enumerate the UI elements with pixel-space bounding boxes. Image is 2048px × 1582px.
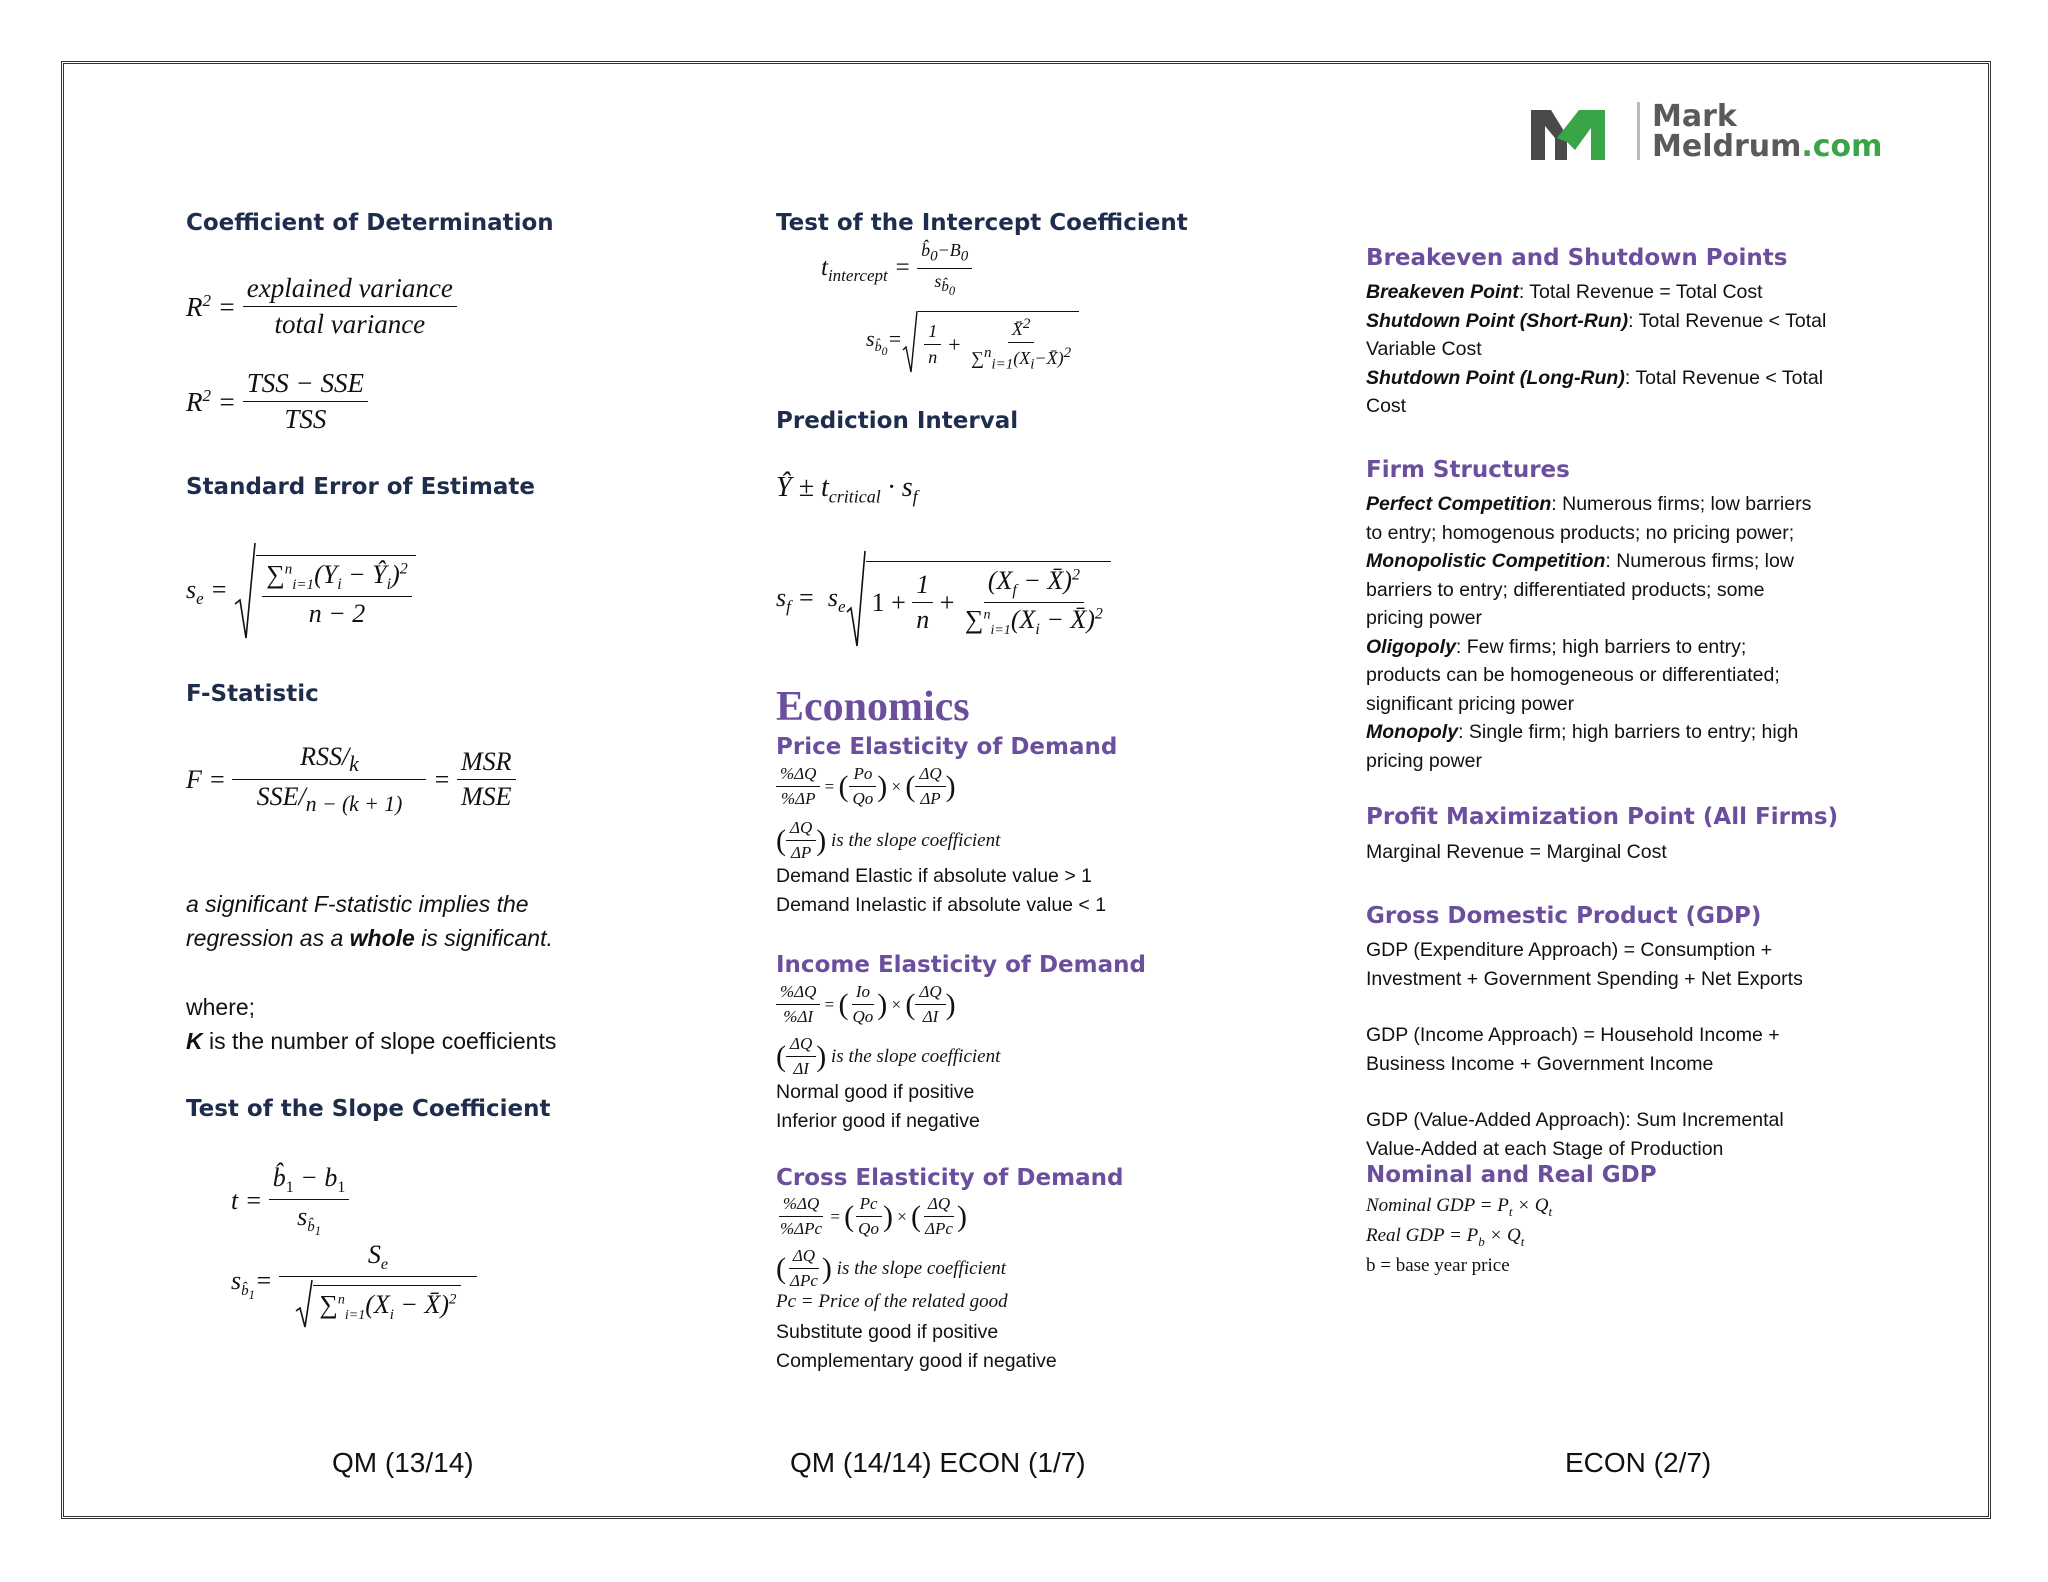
gdp-body (1366, 936, 1803, 1163)
fstat-title: F-Statistic (186, 681, 319, 707)
ol-text-3: significant pricing power (1366, 692, 1575, 715)
pred-formula: Ŷ ± $t_{critical} \cdot s_f$ (776, 472, 918, 507)
be-label: Breakeven Point (1366, 281, 1519, 303)
ied-note-2: Inferior good if negative (776, 1109, 980, 1132)
s-intercept-formula: $s_{b̂_0}=$ $\frac{1}{n}$ + $\frac{X̄^2}{\sum^n_{i=1}(X_i-X̄)^2}$ (866, 310, 1079, 374)
ped-note-2: Demand Inelastic if absolute value < 1 (776, 893, 1107, 916)
pc-text-1: : Numerous firms; low barriers (1551, 493, 1812, 515)
breakeven-body (1366, 278, 1826, 421)
mo-text-1: : Single firm; high barriers to entry; high (1458, 721, 1799, 743)
intercept-title: Test of the Intercept Coefficient (776, 210, 1188, 236)
logo-dotcom: .com (1801, 129, 1883, 164)
gdp-title: Gross Domestic Product (GDP) (1366, 903, 1762, 929)
real-gdp-formula: Real GDP = $P_b \times Q_t$ (1366, 1224, 1525, 1249)
economics-title: Economics (776, 684, 970, 730)
pc-label: Perfect Competition (1366, 493, 1552, 515)
be-text: : Total Revenue = Total Cost (1518, 281, 1763, 303)
t-intercept-formula: $t_{intercept}$ = $\frac{b̂_0-B_0}{s_{b̂_0}}$ (821, 240, 972, 299)
xed-pc-def: Pc = Price of the related good (776, 1291, 1008, 1312)
se-formula: $s_e$ = $\frac{\sum^n_{i=1}(Y_i - Ŷ_i)^2}{n - 2}$ (186, 542, 416, 642)
ied-notes (776, 1078, 980, 1135)
xed-note-2: Complementary good if negative (776, 1349, 1057, 1372)
footer-right: ECON (2/7) (1565, 1447, 1712, 1478)
xed-notes (776, 1318, 1057, 1375)
ped-formula: $\frac{\%\Delta Q}{\%\Delta P}$ = ( $\frac{Po}{Qo}$ ) × ( $\frac{\Delta Q}{\Delta P}$ ) (776, 764, 956, 809)
ied-slope: ( $\frac{\Delta Q}{\Delta I}$ ) is the slope coefficient (776, 1034, 1001, 1078)
xed-note-1: Substitute good if positive (776, 1321, 999, 1343)
ol-text-2: products can be homogeneous or differentiated; (1366, 664, 1780, 686)
mo-label: Monopoly (1366, 721, 1459, 743)
sd-short-text: : Total Revenue < Total (1628, 309, 1827, 332)
sd-short-text-2: Variable Cost (1366, 338, 1482, 360)
ied-formula: $\frac{\%\Delta Q}{\%\Delta I}$ = ( $\frac{Io}{Qo}$ ) × ( $\frac{\Delta Q}{\Delta I}$ ) (776, 982, 956, 1027)
mm-logo-icon (1527, 102, 1627, 164)
gdp-va-1: GDP (Value-Added Approach): Sum Incremental (1366, 1109, 1784, 1131)
nominal-title: Nominal and Real GDP (1366, 1162, 1657, 1188)
r2-formula-1: $R^2$ = $\frac{\text{explained variance}}{\text{total variance}}$ (186, 273, 457, 340)
where-note (186, 990, 556, 1058)
sd-short-label: Shutdown Point (Short-Run) (1366, 309, 1629, 332)
ied-slope-text: is the slope coefficient (831, 1045, 1001, 1067)
xed-slope-text: is the slope coefficient (836, 1257, 1007, 1279)
sd-long-text: : Total Revenue < Total (1624, 366, 1824, 389)
ped-title: Price Elasticity of Demand (776, 734, 1118, 760)
sf-formula: $s_f = s_e$ 1 + $\frac{1}{n}$ + $\frac{(X_f - X̄)^2}{\sum^n_{i=1}(X_i - X̄)^2}$ (776, 550, 1111, 650)
mc-text-3: pricing power (1366, 607, 1482, 629)
ped-slope-text: is the slope coefficient (831, 829, 1001, 851)
k-definition: is the number of slope coefficients (202, 1028, 557, 1054)
mc-label: Monopolistic Competition (1366, 550, 1606, 572)
sd-long-label: Shutdown Point (Long-Run) (1366, 366, 1625, 389)
mc-text-1: : Numerous firms; low (1605, 550, 1794, 572)
k-symbol: K (186, 1028, 203, 1054)
footer-center: QM (14/14) ECON (1/7) (790, 1447, 1086, 1478)
gdp-inc-1: GDP (Income Approach) = Household Income + (1366, 1024, 1780, 1046)
ol-text-1: : Few firms; high barriers to entry; (1455, 635, 1747, 658)
gdp-exp-1: GDP (Expenditure Approach) = Consumption + (1366, 939, 1773, 961)
ied-note-1: Normal good if positive (776, 1081, 975, 1103)
coef-det-title: Coefficient of Determination (186, 210, 554, 236)
firm-title: Firm Structures (1366, 457, 1570, 483)
fstat-note-bold: whole (349, 925, 415, 951)
where-label: where; (186, 994, 256, 1020)
logo-line2: Meldrum (1652, 129, 1802, 164)
mo-text-2: pricing power (1366, 749, 1482, 772)
firm-body (1366, 490, 1811, 775)
ied-title: Income Elasticity of Demand (776, 952, 1146, 978)
logo-line1: Mark (1652, 99, 1737, 134)
profit-title: Profit Maximization Point (All Firms) (1366, 804, 1839, 830)
gdp-va-2: Value-Added at each Stage of Production (1366, 1137, 1724, 1160)
xed-title: Cross Elasticity of Demand (776, 1165, 1124, 1191)
pred-title: Prediction Interval (776, 408, 1019, 434)
breakeven-title: Breakeven and Shutdown Points (1366, 245, 1788, 271)
ped-notes (776, 862, 1106, 919)
pc-text-2: to entry; homogenous products; no pricing power; (1366, 521, 1795, 544)
xed-formula: $\frac{\%\Delta Q}{\text{\%ΔPc}}$ = ( $\frac{Pc}{Qo}$ ) × ( $\frac{\Delta Q}{\text{ΔPc}}$ ) (780, 1194, 967, 1238)
gdp-inc-2: Business Income + Government Income (1366, 1052, 1714, 1075)
mc-text-2: barriers to entry; differentiated products; some (1366, 578, 1765, 601)
ped-slope: ( $\frac{\Delta Q}{\Delta P}$ ) is the slope coefficient (776, 818, 1001, 862)
slope-test-title: Test of the Slope Coefficient (186, 1096, 551, 1122)
slope-se-formula: $s_{b̂_1}=$ $\frac{S_e}{\sum^n_{i=1}(X_i - X̄)^2}$ (231, 1240, 477, 1329)
xed-slope: ( $\frac{\Delta Q}{\text{ΔPc}}$ ) is the slope coefficient (776, 1246, 1007, 1290)
sd-long-text-2: Cost (1366, 395, 1407, 417)
r2-formula-2: $R^2$ = $\frac{\text{TSS − SSE}}{\text{TSS}}$ (186, 368, 368, 435)
ped-note-1: Demand Elastic if absolute value > 1 (776, 865, 1092, 887)
fstat-note-line2-end: is significant. (414, 925, 553, 951)
brand-logo (1527, 100, 1887, 166)
gdp-exp-2: Investment + Government Spending + Net Exports (1366, 967, 1803, 990)
fstat-note-line2: regression as a (186, 925, 350, 951)
fstat-note-line1: a significant F-statistic implies the (186, 891, 529, 917)
nominal-formulas (1366, 1194, 1552, 1278)
fstat-note (186, 887, 553, 955)
profit-text: Marginal Revenue = Marginal Cost (1366, 841, 1667, 863)
nominal-gdp-formula: Nominal GDP = $P_t \times Q_t$ (1366, 1195, 1553, 1219)
ol-label: Oligopoly (1366, 635, 1456, 658)
base-price-note: b = base year price (1366, 1254, 1510, 1276)
footer-left: QM (13/14) (332, 1447, 474, 1478)
slope-t-formula: t = $\frac{b̂_1 - b_1}{s_{b̂_1}}$ (231, 1163, 349, 1239)
std-err-title: Standard Error of Estimate (186, 474, 535, 500)
fstat-formula: F = $\frac{RSS/_k}{SSE/_{n - (k + 1)}}$ = $\frac{\text{MSR}}{\text{MSE}}$ (186, 742, 516, 817)
